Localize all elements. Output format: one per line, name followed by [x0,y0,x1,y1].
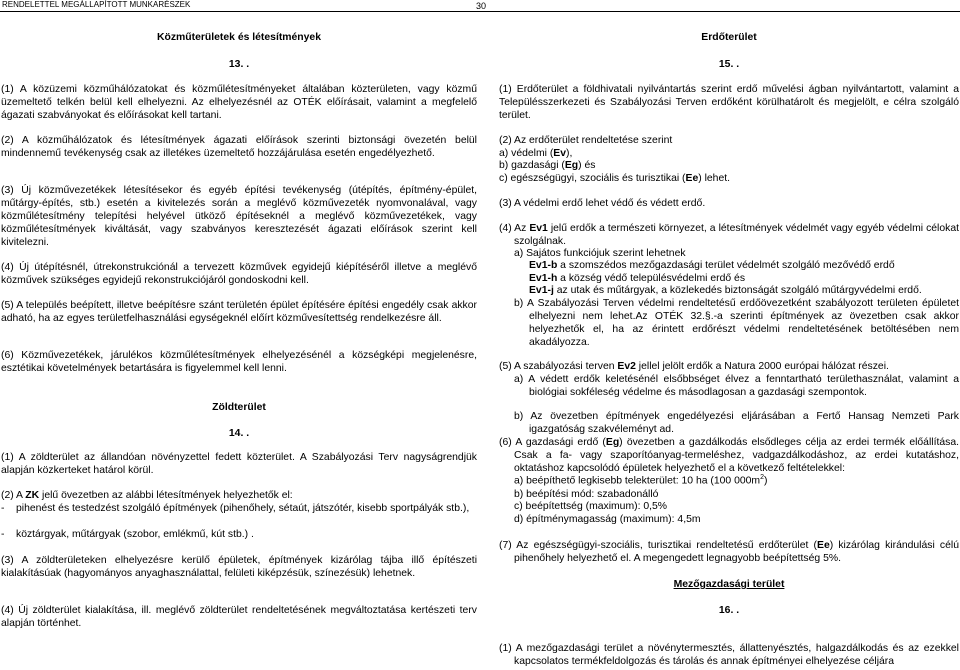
text: ), [566,148,573,159]
text: ) és [578,160,596,171]
list-item: b) Az övezetben építmények engedélyezési eljárásában a Fertő Hansag Nemzeti Park igazgatóság szakvéleményt ad. [514,411,959,435]
text: a szomszédos mezőgazdasági terület védelmét szolgáló mezővédő erdő [557,260,895,271]
paragraph-14-4: (4) Új zöldterület kialakítása, ill. meglévő zöldterület rendeltetésének megváltoztatása kertészeti terv alapján történhet. [1,605,477,629]
text: a község védő településvédelmi erdő és [557,273,746,284]
text: (4) Az [499,223,530,234]
zone-code: Ev [553,148,566,159]
paragraph-15-5 [499,361,889,374]
list-item [529,260,895,273]
section-14-title: Zöldterület [212,402,266,413]
text: az utak és műtárgyak, a közlekedés biztonságát szolgáló műtárgyvédelmi erdő. [553,285,922,296]
zone-code: ZK [25,490,40,501]
list-item-text: köztárgyak, műtárgyak (szobor, emlékmű, kút stb.) . [16,529,254,540]
paragraph-14-2 [1,490,477,503]
list-item: - pihenést és testedzést szolgáló építmények (pihenőhely, sétaút, játszótér, kisebb sportpályák stb.), [1,503,470,514]
paragraph-13-1: (1) A közüzemi közműhálózatokat és közműlétesítményeket általában közterületen, vagy közmű üzemeltető telkén belül kell elhelyezni. Az elhelyezésnél az OTÉK előírásait, valamint a megfelelő ágazati szabványokat és előírásokat kell tartani. [1,84,477,121]
list-item: b) beépítési mód: szabadonálló [514,489,659,500]
paragraph-15-3: (3) A védelmi erdő lehet védő és védett erdő. [499,198,706,209]
text: b) gazdasági ( [499,160,565,171]
text: (7) Az egészségügyi-szociális, turisztikai rendeltetésű erdőterület ( [499,540,818,551]
zone-code: Ev1-j [529,285,554,296]
text: jelű erdők a természeti környezet, a létesítmények védelmét vagy egyéb védelmi célokat szolgálnak. [514,223,959,247]
text: c) egészségügyi, szociális és turisztikai ( [499,173,686,184]
page-number: 30 [476,1,487,11]
text: (5) A szabályozási terven [499,361,618,372]
paragraph-14-1-text: (1) A zöldterület az állandóan növényzettel fedett közterület. A Szabályozási Terv nagyságrendjük alapján közkerteket határol körül. [1,452,477,476]
zone-code: Ee [685,173,699,184]
paragraph-15-2: (2) Az erdőterület rendeltetése szerint [499,135,673,146]
list-item-text: pihenést és testedzést szolgáló építmények (pihenőhely, sétaút, játszótér, kisebb sportpályák stb.), [16,503,470,514]
list-item: d) építménymagasság (maximum): 4,5m [514,514,701,525]
zone-code: Ev1 [529,223,548,234]
list-item [499,160,595,173]
zone-code: Ev1-b [529,260,558,271]
paragraph-16-1: (1) A mezőgazdasági terület a növénytermesztés, állattenyésztés, halgazdálkodás és az ezekkel kapcsolatos termékfeldolgozás és tárolás és annak építményei elhelyezése céljára [499,643,959,667]
section-15-title: Erdőterület [701,32,757,43]
zone-code: Eg [564,160,579,171]
section-16-title [499,579,959,592]
paragraph-13-5: (5) A település beépített, illetve beépítésre szánt területén épület építésére építési engedély csak akkor adható, ha az egyes területfelhasználási egységeknél előírt közművesítettség rendelkezésre áll. [1,300,477,324]
list-item [529,285,922,298]
paragraph-15-7 [499,540,959,566]
text: ) [763,475,768,487]
zone-code: Eg [605,437,620,448]
paragraph-13-6: (6) Közművezetékek, járulékos közműlétesítmények elhelyezésénél a községképi megjelenésre, esztétikai követelmények betartására is figyelemmel kell lenni. [1,350,477,374]
text: ) lehet. [698,173,731,184]
paragraph-13-4: (4) Új útépítésnél, útrekonstrukciónál a tervezett közművek egyidejű kiépítéséről illetve a meglévő közművek szükséges egyidejű rekonstrukciójáról gondoskodni kell. [1,262,477,286]
list-item [499,148,572,161]
paragraph-14-3: (3) A zöldterületeken elhelyezésre kerülő épületek, építmények kizárólag tájba illő építészeti kialakításúak (hagyományos anyaghasználattal, felületi kiképzésük, színezésük) lehetnek. [1,555,477,579]
section-15-number: 15. . [718,59,740,70]
list-item: a) A védett erdők keletésénél elsőbbséget élvez a fenntartható területhasználat, valamint a biológiai sokféleség védelme és másodlagosan a gazdasági szempontok. [514,374,959,398]
list-item [529,273,745,286]
list-item [514,474,767,488]
section-16-number: 16. . [718,605,740,616]
text: a) beépíthető legkisebb telekterület: 10 ha (100 000m [514,475,761,487]
section-13-number: 13. . [228,59,250,70]
paragraph-15-6 [499,437,959,476]
list-item: - köztárgyak, műtárgyak (szobor, emlékmű, kút stb.) . [1,529,254,540]
superscript: 2 [760,474,764,481]
list-item [499,173,730,186]
text: ) kizárólag kirándulási célú pihenőhely helyezhető el. A megengedett legnagyobb beépítettség 5%. [514,540,959,564]
paragraph-13-3: (3) Új közművezetékek létesítésekor és egyéb építési tevékenység (útépítés, építmény-épület, műtárgy-építés, stb.) esetén a kivitelezés során a meglévő közművezeték nyomvonalával, vagy közműlétesítmény telepítési helyével ütköző építéseknél a meglévő közművezetékek, vagy közműlétesítmények kiváltását, vagy szabványos keresztezését ágazati előírások szerint kell kivitelezni. [1,185,477,248]
paragraph-15-4 [499,223,959,249]
section-13-title: Közműterületek és létesítmények [156,32,321,43]
text: a) védelmi ( [499,148,554,159]
paragraph-14-1 [1,452,477,478]
text: (6) A gazdasági erdő ( [499,437,606,448]
text: jelű övezetben az alábbi létesítmények helyezhetők el: [39,490,293,501]
header-rule [0,11,960,12]
zone-code: Ee [817,540,830,551]
running-header: RENDELETTEL MEGÁLLAPÍTOTT MUNKARÉSZEK [2,0,191,9]
text: ) övezetben a gazdálkodás elsődleges célja az erdei termék előállítása. Csak a fa- vagy szaporítóanyag-termeléshez, vadgazdálkodáshoz, az erdei kutatáshoz, oktatáshoz kapcsolódó épületek helyezhető el a következő feltételekkel: [514,437,959,474]
zone-code: Ev2 [617,361,636,372]
section-14-number: 14. . [228,428,250,439]
list-item: b) A Szabályozási Terven védelmi rendeltetésű erdőövezetként szabályozott területen épületet elhelyezni nem lehet.Az OTÉK 32.§.-a szerinti építmények az övezetben csak akkor helyezhetők el, ha az érintett erdőrészt védelmi rendeltetésének betöltésében nem akadályozza. [514,298,959,348]
paragraph-13-2: (2) A közműhálózatok és létesítmények ágazati előírások szerinti biztonsági övezetén belül mindennemű tevékenység csak az illetékes üzemeltető hozzájárulása esetén engedélyezhető. [1,135,477,159]
list-item: c) beépítettség (maximum): 0,5% [514,501,668,512]
text: jellel jelölt erdők a Natura 2000 európai hálózat részei. [635,361,889,372]
section-16-title-text: Mezőgazdasági terület [673,579,785,590]
list-item: a) Sajátos funkciójuk szerint lehetnek [514,248,686,259]
zone-code: Ev1-h [529,273,558,284]
text: (2) A [1,490,26,501]
paragraph-15-1: (1) Erdőterület a földhivatali nyilvántartás szerint erdő művelési ágban nyilvántartott, valamint a Településszerkezeti és Szabályozási Terven erdőként körülhatárolt és megjelölt, e célra szolgáló terület. [499,84,959,121]
